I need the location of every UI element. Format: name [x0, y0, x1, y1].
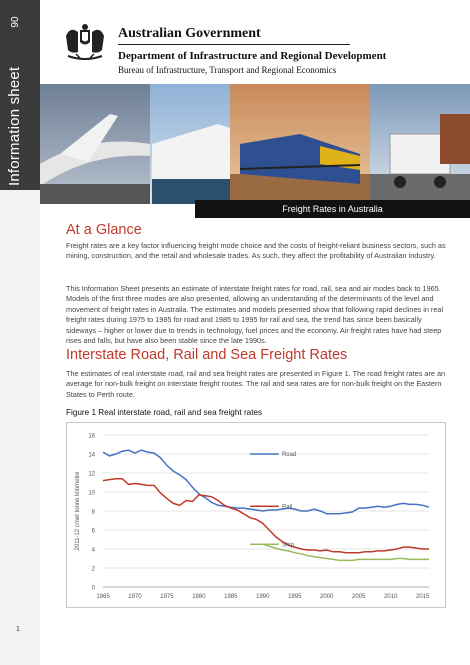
x-tick-label: 1990	[256, 594, 270, 600]
section-heading-at-a-glance: At a Glance	[66, 222, 142, 238]
paragraph-figure-intro: The estimates of real interstate road, rail and sea freight rates are presented in Figure 1. The road freight rates are an average for non-bulk freight on interstate freight routes. The rail and sea rates are for non-bulk freight on the Eastern States to Perth route.	[66, 369, 446, 399]
y-tick-label: 2	[91, 566, 95, 573]
x-tick-label: 1970	[128, 594, 142, 600]
y-tick-label: 12	[88, 471, 95, 478]
x-tick-label: 1985	[224, 594, 238, 600]
legend-label-road: Road	[281, 452, 297, 458]
legend-label-rail: Rail	[281, 504, 293, 511]
sidebar	[0, 0, 40, 665]
chart-svg	[67, 423, 445, 607]
series-line-road	[103, 450, 429, 514]
y-tick-label: 6	[91, 528, 95, 535]
x-tick-label: 1980	[192, 594, 206, 600]
y-tick-label: 4	[91, 547, 95, 554]
y-tick-label: 10	[88, 490, 95, 497]
bureau-name: Bureau of Infrastructure, Transport and Regional Economics	[118, 65, 337, 75]
series-line-rail	[103, 479, 429, 553]
x-tick-label: 2015	[415, 594, 430, 600]
x-tick-label: 1965	[96, 594, 110, 600]
page-number: 1	[16, 626, 20, 633]
department-name: Department of Infrastructure and Regional Development	[118, 50, 387, 62]
paragraph-summary: This Information Sheet presents an estimate of interstate freight rates for road, rail, sea and air modes back to 1965. Models of the first three modes are also presented, allowing an understanding of the determinants of the level and movement of freight rates in Australia. The estimates and models presented show that following rapid declines in real freight rates during 1975 to 1985 for road and 1985 to 1995 for rail and sea, the trend has since been basically sideways – higher or lower due to trends in technology, fuel prices and the economy. Air freight rates have had steep rises and falls, but have also been stable since the late 1990s.	[66, 284, 444, 346]
legend-label-ship: Ship	[281, 542, 294, 549]
x-tick-label: 1975	[160, 594, 174, 600]
freight-photo-banner	[40, 84, 470, 204]
x-tick-label: 2010	[383, 594, 398, 600]
sheet-title-ribbon: Freight Rates in Australia	[195, 200, 470, 218]
y-tick-label: 14	[88, 452, 95, 459]
x-tick-label: 2005	[352, 594, 366, 600]
y-tick-label: 0	[91, 585, 95, 592]
y-axis-label: 2011-12 c/net tonne kilometre	[75, 471, 81, 551]
x-tick-label: 2000	[320, 594, 334, 600]
freight-rates-chart	[66, 422, 446, 608]
y-tick-label: 16	[88, 433, 95, 440]
paragraph-intro: Freight rates are a key factor influencing freight mode choice and the costs of freight-reliant business sectors, such as mining, construction, and the retail and wholesale trades. As such, they affect the profitability of Australian industry.	[66, 241, 446, 261]
section-heading-freight-rates: Interstate Road, Rail and Sea Freight Rates	[66, 347, 348, 363]
x-tick-label: 1995	[288, 594, 302, 600]
government-name: Australian Government	[118, 26, 261, 41]
sheet-number: 90	[10, 16, 21, 28]
figure-title: Figure 1 Real interstate road, rail and sea freight rates	[66, 408, 263, 417]
y-tick-label: 8	[91, 509, 95, 516]
coat-of-arms-icon	[62, 22, 108, 62]
header-divider	[118, 44, 350, 45]
sheet-type-label: Information sheet	[6, 66, 23, 186]
